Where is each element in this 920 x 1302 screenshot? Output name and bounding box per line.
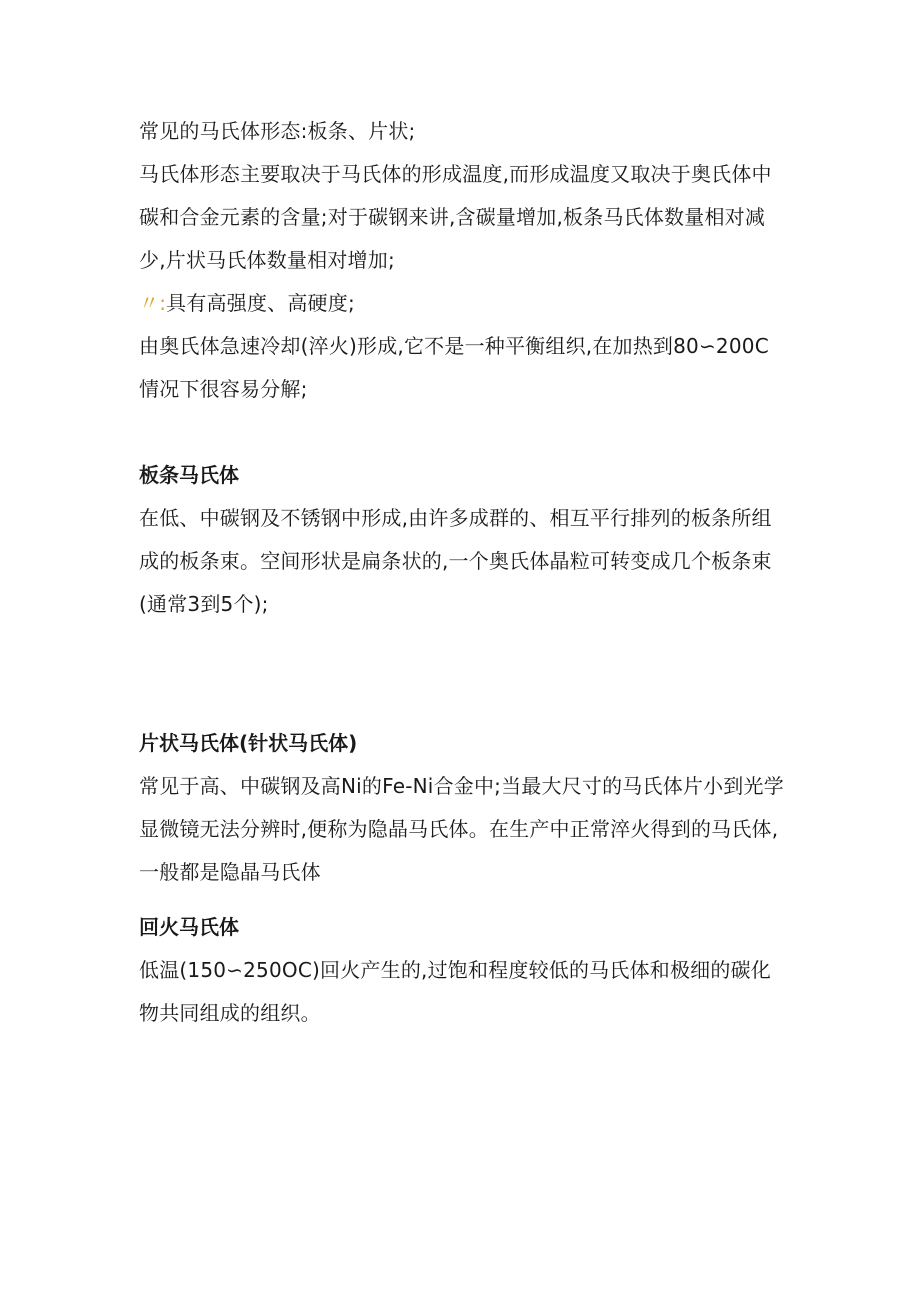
- spacer: [139, 411, 789, 454]
- section-title-plate-martensite: 片状马氏体(针状马氏体): [139, 731, 358, 755]
- properties-text: 具有高强度、高硬度;: [166, 291, 355, 315]
- intro-paragraph-decomposition: 由奥氏体急速冷却(淬火)形成,它不是一种平衡组织,在加热到80∽200C情况下很容易分解;: [139, 334, 769, 401]
- section-body-lath-martensite: 在低、中碳钢及不锈钢中形成,由许多成群的、相互平行排列的板条所组成的板条束。空间形状是扁条状的,一个奥氏体晶粒可转变成几个板条束(通常3到5个);: [139, 506, 772, 616]
- section-title-lath-martensite: 板条马氏体: [139, 463, 239, 487]
- document-page: [139, 110, 789, 1035]
- spacer: [139, 626, 789, 722]
- intro-line-forms: 常见的马氏体形态:板条、片状;: [139, 119, 416, 143]
- intro-line-properties: [139, 282, 789, 325]
- section-body-plate-martensite: 常见于高、中碳钢及高Ni的Fe-Ni合金中;当最大尺寸的马氏体片小到光学显微镜无法分辨时,便称为隐晶马氏体。在生产中正常淬火得到的马氏体,一般都是隐晶马氏体: [139, 774, 784, 884]
- section-body-tempered-martensite: 低温(150∽250OC)回火产生的,过饱和程度较低的马氏体和极细的碳化物共同组成的组织。: [139, 958, 771, 1025]
- spacer: [139, 894, 789, 906]
- intro-paragraph-formation: 马氏体形态主要取决于马氏体的形成温度,而形成温度又取决于奥氏体中碳和合金元素的含量;对于碳钢来讲,含碳量增加,板条马氏体数量相对减少,片状马氏体数量相对增加;: [139, 162, 772, 272]
- ditto-mark: 〃:: [139, 291, 167, 315]
- section-title-tempered-martensite: 回火马氏体: [139, 915, 239, 939]
